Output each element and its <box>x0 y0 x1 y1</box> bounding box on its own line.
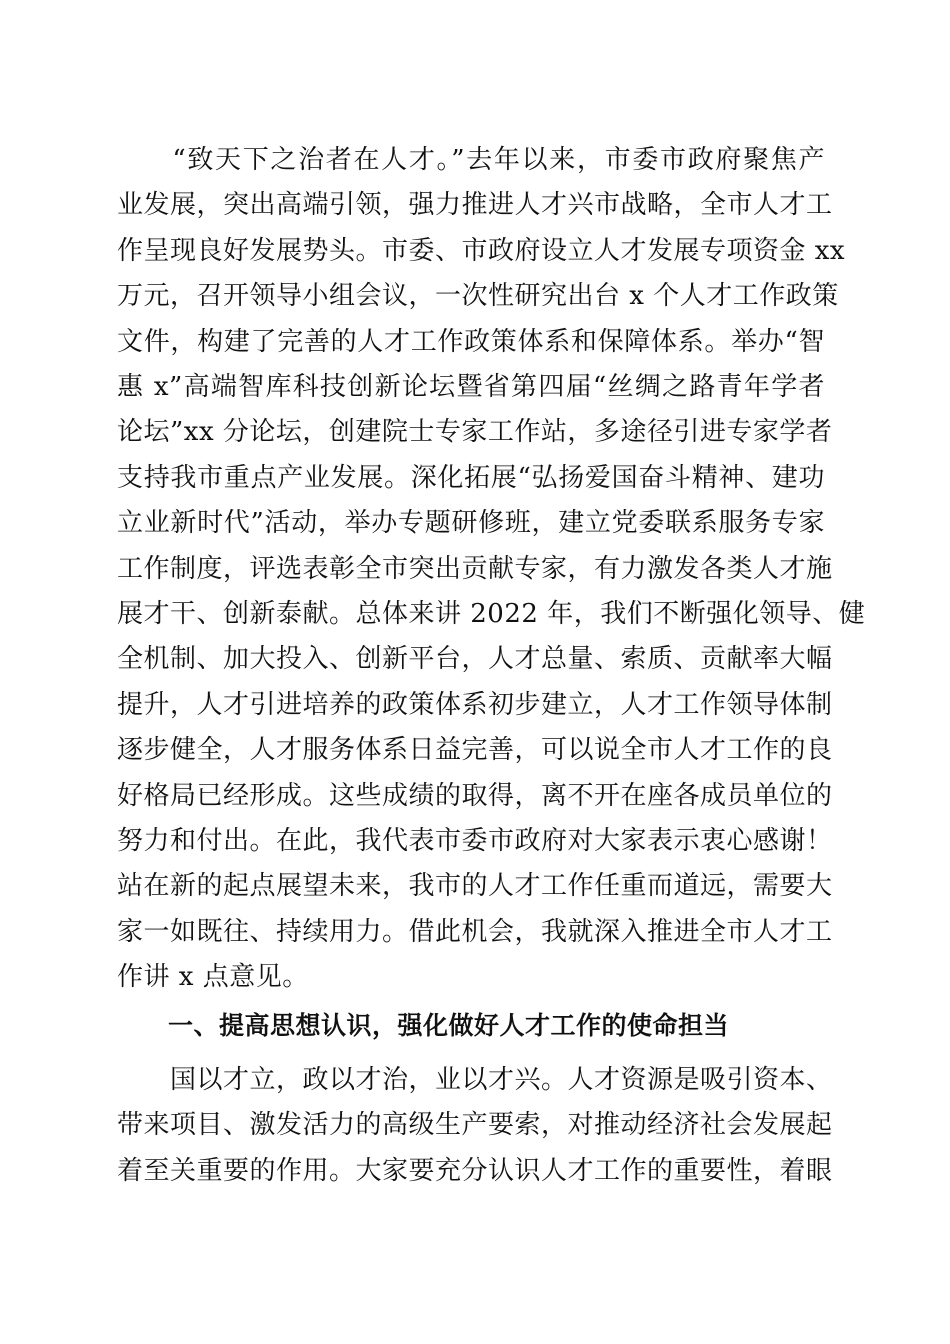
text-line: 工作制度，评选表彰全市突出贡献专家，有力激发各类人才施 <box>117 553 833 584</box>
text-line: 国以才立，政以才治，业以才兴。人才资源是吸引资本、 <box>117 1065 833 1095</box>
text-line: 业发展，突出高端引领，强力推进人才兴市战略，全市人才工 <box>117 190 833 221</box>
text-line: 全机制、加大投入、创新平台，人才总量、索质、贡献率大幅 <box>117 644 833 675</box>
text-line: 支持我市重点产业发展。深化拓展“弘扬爱国奋斗精神、建功 <box>117 462 825 493</box>
text-line: 着至关重要的作用。大家要充分认识人才工作的重要性，着眼 <box>117 1155 833 1186</box>
text-line: 立业新时代”活动，举办专题研修班，建立党委联系服务专家 <box>117 508 825 539</box>
text-line: 作讲 x 点意见。 <box>117 962 309 993</box>
text-line: 好格局已经形成。这些成绩的取得，离不开在座各成员单位的 <box>117 780 833 811</box>
text-line: 惠 x”高端智库科技创新论坛暨省第四届“丝绸之路青年学者 <box>117 372 825 402</box>
text-line: 文件，构建了完善的人才工作政策体系和保障体系。举办“智 <box>117 326 825 357</box>
text-line: 提升，人才引进培养的政策体系初步建立，人才工作领导体制 <box>117 689 833 720</box>
text-line: 家一如既往、持续用力。借此机会，我就深入推进全市人才工 <box>117 916 833 947</box>
text-line: 展才干、创新泰献。总体来讲 2022 年，我们不断强化领导、健 <box>117 599 866 629</box>
text-line: 努力和付出。在此，我代表市委市政府对大家表示衷心感谢！ <box>117 826 833 856</box>
text-line: 作呈现良好发展势头。市委、市政府设立人才发展专项资金 xx <box>117 235 846 266</box>
text-line: 带来项目、激发活力的高级生产要索，对推动经济社会发展起 <box>117 1110 833 1141</box>
text-line: “致天下之治者在人才。”去年以来，市委市政府聚焦产 <box>117 145 825 175</box>
text-line: 站在新的起点展望未来，我市的人才工作任重而道远，需要大 <box>117 871 833 902</box>
text-line: 万元，召开领导小组会议，一次性研究出台 x 个人才工作政策 <box>117 281 839 312</box>
section-heading-1: 一、提高思想认识，强化做好人才工作的使命担当 <box>117 1011 730 1040</box>
text-line: 论坛”xx 分论坛，创建院士专家工作站，多途径引进专家学者 <box>117 417 833 448</box>
text-line: 逐步健全，人才服务体系日益完善，可以说全市人才工作的良 <box>117 735 833 766</box>
